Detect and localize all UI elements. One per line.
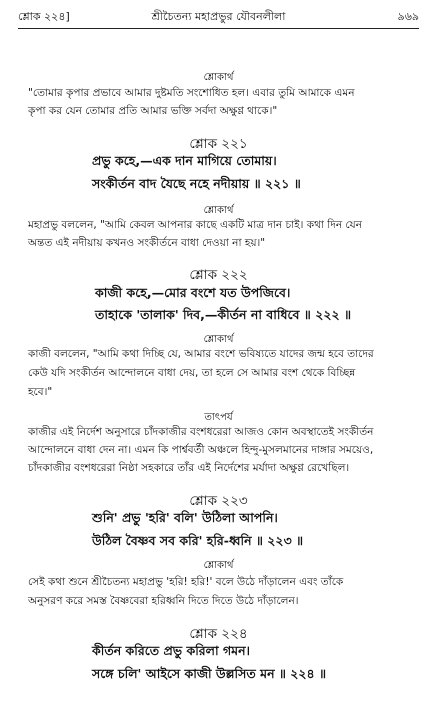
purport-line: কাজীর এই নির্দেশ অনুসারে চাঁদকাজীর বংশধরেরা আজও কোন অবস্থাতেই সংকীর্তন (28, 426, 374, 438)
verse-line: তাহাকে 'তালাক' দিব,—কীর্তন না বাধিবে ॥ ২২২ ॥ (95, 307, 352, 322)
header-verse-ref: শ্লোক ২২৪] (18, 10, 70, 23)
translation-line: অন্তত এই নদীয়ায় কখনও সংকীর্তনে বাধা দেওয়া না হয়।" (28, 237, 266, 249)
header-chapter-title: শ্রীচৈতন্য মহাপ্রভুর যৌবনলীলা (151, 10, 286, 23)
verse-line: উঠিল বৈষ্ণব সব করি' হরি-ধ্বনি ॥ ২২৩ ॥ (92, 533, 304, 548)
translation-label: শ্লোকার্থ (203, 560, 234, 571)
translation-line: মহাপ্রভু বললেন, "আমি কেবল আপনার কাছে একটি মাত্র দান চাই। কথা দিন যেন (28, 219, 362, 231)
verse-line: শুনি' প্রভু 'হরি' বলি' উঠিলা আপনি। (92, 510, 278, 525)
translation-line: "তোমার কৃপার প্রভাবে আমার দুষ্টমতি সংশোধিত হল। এবার তুমি আমাকে এমন (28, 87, 355, 99)
translation-line: কৃপা কর যেন তোমার প্রতি আমার ভক্তি সর্বদা অক্ষুণ্ণ থাকে।" (28, 105, 278, 117)
running-header (18, 6, 419, 29)
verse-number: শ্লোক ২২৩ (189, 493, 248, 509)
verse-line: প্রভু কহে,—এক দান মাগিয়ে তোমায়। (92, 153, 277, 168)
purport-line: আন্দোলনে বাধা দেন না। এমন কি পার্শ্ববর্তী অঞ্চলে হিন্দু-মুসলমানের দাঙ্গার সময়েও, (28, 444, 374, 456)
verse-line: সংকীর্তন বাদ যৈছে নহে নদীয়ায় ॥ ২২১ ॥ (92, 176, 301, 191)
verse-line: কীর্তন করিতে প্রভু করিলা গমন। (92, 643, 251, 658)
verse-number: শ্লোক ২২২ (189, 267, 248, 283)
translation-line: হবে।" (28, 386, 53, 398)
verse-number: শ্লোক ২২১ (189, 136, 248, 152)
purport-line: চাঁদকাজীর বংশধরেরা নিষ্ঠা সহকারে তাঁর এই নির্দেশের মর্যাদা অক্ষুণ্ণ রেখেছিল। (28, 462, 350, 474)
translation-line: সেই কথা শুনে শ্রীচৈতন্য মহাপ্রভু 'হরি! হরি!' বলে উঠে দাঁড়ালেন এবং তাঁকে (28, 576, 344, 588)
translation-line: কাজী বললেন, "আমি কথা দিচ্ছি যে, আমার বংশে ভবিষ্যতে যাদের জন্ম হবে তাদের (28, 348, 374, 360)
translation-label: শ্লোকার্থ (203, 334, 234, 345)
translation-line: অনুসরণ করে সমস্ত বৈষ্ণবেরা হরিধ্বনি দিতে দিতে উঠে দাঁড়ালেন। (28, 595, 299, 607)
verse-line: কাজী কহে,—মোর বংশে যত উপজিবে। (95, 285, 291, 300)
purport-label: তাৎপর্য (204, 412, 233, 423)
translation-line: কেউ যদি সংকীর্তন আন্দোলনে বাধা দেয়, তা হলে সে আমার বংশ থেকে বিচ্ছিন্ন (28, 367, 356, 379)
verse-line: সঙ্গে চলি' আইসে কাজী উল্লসিত মন ॥ ২২৪ ॥ (92, 666, 327, 681)
verse-number: শ্লোক ২২৪ (189, 626, 248, 642)
translation-label: শ্লোকার্থ (203, 205, 234, 216)
translation-label: শ্লোকার্থ (203, 72, 234, 83)
page-number: ৯৬৯ (397, 10, 419, 23)
